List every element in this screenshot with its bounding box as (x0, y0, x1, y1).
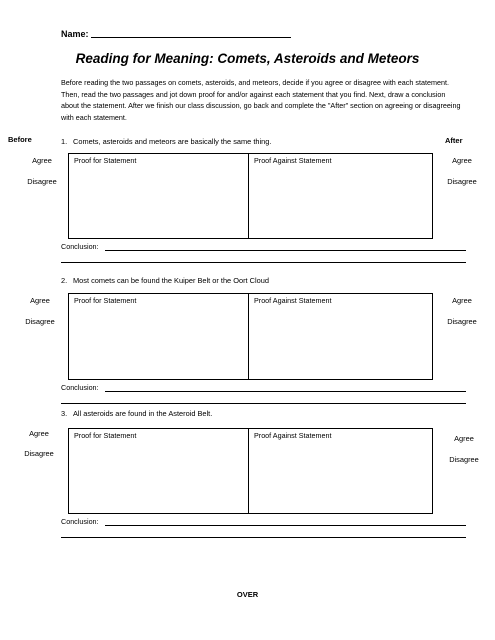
after-agree-3[interactable]: Agree (454, 434, 474, 443)
after-disagree-3[interactable]: Disagree (449, 455, 479, 464)
statement-number: 1. (61, 137, 68, 146)
proof-for-header: Proof for Statement (74, 431, 137, 440)
proof-box-2[interactable] (68, 293, 433, 380)
proof-divider (248, 154, 249, 238)
conclusion-label-1: Conclusion: (61, 242, 99, 251)
name-line[interactable] (91, 37, 291, 38)
proof-for-header: Proof for Statement (74, 156, 137, 165)
proof-box-3[interactable] (68, 428, 433, 514)
after-agree-2[interactable]: Agree (452, 296, 472, 305)
conclusion-line-1[interactable] (105, 250, 466, 251)
statement-1 (61, 137, 271, 146)
after-heading: After (445, 136, 463, 145)
after-disagree-2[interactable]: Disagree (447, 317, 477, 326)
after-agree-1[interactable]: Agree (452, 156, 472, 165)
conclusion-line-1b[interactable] (61, 262, 466, 263)
before-agree-2[interactable]: Agree (30, 296, 50, 305)
before-disagree-1[interactable]: Disagree (27, 177, 57, 186)
before-agree-1[interactable]: Agree (32, 156, 52, 165)
conclusion-line-2[interactable] (105, 391, 466, 392)
before-heading: Before (8, 135, 32, 144)
after-disagree-1[interactable]: Disagree (447, 177, 477, 186)
page-title: Reading for Meaning: Comets, Asteroids and Meteors (75, 51, 420, 66)
conclusion-label-3: Conclusion: (61, 517, 99, 526)
conclusion-line-3b[interactable] (61, 537, 466, 538)
conclusion-label-2: Conclusion: (61, 383, 99, 392)
proof-against-header: Proof Against Statement (254, 156, 332, 165)
proof-for-header: Proof for Statement (74, 296, 137, 305)
proof-against-header: Proof Against Statement (254, 431, 332, 440)
statement-2 (61, 276, 269, 285)
before-disagree-2[interactable]: Disagree (25, 317, 55, 326)
statement-text: Most comets can be found the Kuiper Belt or the Oort Cloud (73, 276, 269, 285)
footer-over: OVER (236, 590, 259, 599)
proof-against-header: Proof Against Statement (254, 296, 332, 305)
conclusion-line-2b[interactable] (61, 403, 466, 404)
statement-3 (61, 409, 212, 418)
instructions: Before reading the two passages on comets, asteroids, and meteors, decide if you agree or disagree with each statement. Then, read the two passages and jot down proof for and/or against each statement that you find. Next, draw a conclusion about the statement. After we finish our class discussion, go back and complete the "After" section on agreeing or disagreeing with each statement. (61, 78, 461, 122)
proof-box-1[interactable] (68, 153, 433, 239)
name-label: Name: (61, 29, 89, 39)
conclusion-line-3[interactable] (105, 525, 466, 526)
before-disagree-3[interactable]: Disagree (24, 449, 54, 458)
before-agree-3[interactable]: Agree (29, 429, 49, 438)
statement-number: 3. (61, 409, 68, 418)
proof-divider (248, 294, 249, 379)
statement-number: 2. (61, 276, 68, 285)
statement-text: Comets, asteroids and meteors are basically the same thing. (73, 137, 272, 146)
proof-divider (248, 429, 249, 513)
statement-text: All asteroids are found in the Asteroid Belt. (73, 409, 213, 418)
